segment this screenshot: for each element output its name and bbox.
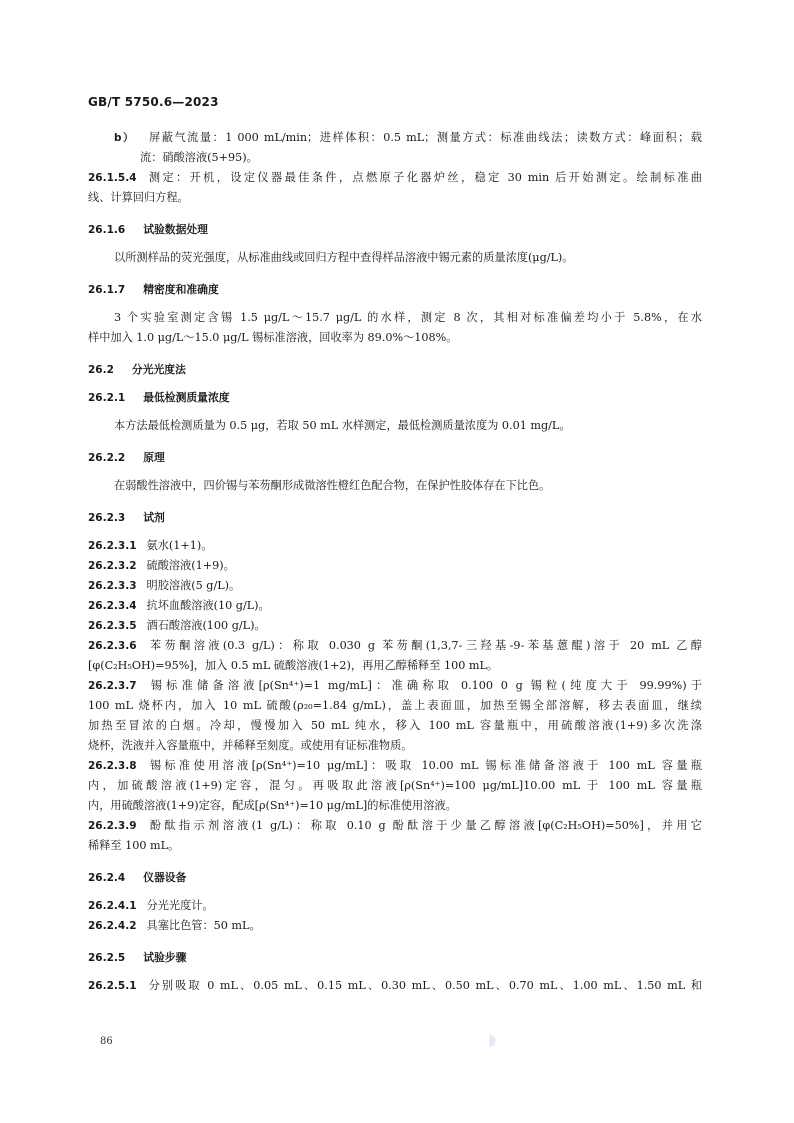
clause-number: 26.2.4 — [88, 872, 126, 884]
clause-number: 26.2.3.1 — [88, 540, 137, 552]
clause-number: 26.2.3.3 — [88, 580, 137, 592]
watermark-logo: ◗ — [488, 1030, 497, 1049]
text-line — [88, 616, 702, 636]
section-heading — [88, 360, 702, 380]
section-heading — [88, 868, 702, 888]
clause-number: 26.2.3.5 — [88, 620, 137, 632]
line-text: 苯芴酮溶液(0.3 g/L)：称取 0.030 g 苯芴酮(1,3,7-三羟基-9-苯基蒽醌)溶于 20 mL 乙醇 — [146, 639, 702, 652]
text-line — [88, 696, 702, 716]
text-line — [88, 976, 702, 996]
section-heading — [88, 388, 702, 408]
line-text: 3 个实验室测定含锡 1.5 μg/L～15.7 μg/L 的水样，测定 8 次，其相对标准偏差均小于 5.8%，在水 — [114, 311, 702, 324]
heading-text: 试剂 — [143, 511, 165, 524]
section-heading — [88, 280, 702, 300]
line-text: 酒石酸溶液(100 g/L)。 — [146, 619, 266, 632]
line-text: 内，加硫酸溶液(1+9)定容，混匀。再吸取此溶液[ρ(Sn⁴⁺)=100 μg/mL]10.00 mL 于 100 mL 容量瓶 — [88, 779, 702, 792]
section-heading — [88, 448, 702, 468]
spacer — [88, 240, 702, 248]
section-heading — [88, 508, 702, 528]
text-line — [88, 416, 702, 436]
line-text: 样中加入 1.0 μg/L～15.0 μg/L 锡标准溶液，回收率为 89.0%～108%。 — [88, 331, 458, 344]
line-text: 屏蔽气流量：1 000 mL/min；进样体积：0.5 mL；测量方式：标准曲线法；读数方式：峰面积；载 — [149, 131, 702, 144]
line-text: 线、计算回归方程。 — [88, 191, 189, 204]
text-line — [88, 128, 702, 148]
line-text: 100 mL 烧杯内，加入 10 mL 硫酸(ρ₂₀=1.84 g/mL)，盖上表面皿，加热至锡全部溶解，移去表面皿，继续 — [88, 699, 702, 712]
heading-text: 仪器设备 — [143, 871, 187, 884]
line-text: 氨水(1+1)。 — [146, 539, 213, 552]
line-text: 流：硝酸溶液(5+95)。 — [140, 151, 258, 164]
heading-text: 精密度和准确度 — [143, 283, 219, 296]
spacer — [88, 468, 702, 476]
text-line — [88, 328, 702, 348]
spacer — [88, 300, 702, 308]
clause-number: 26.2.3 — [88, 512, 126, 524]
text-line — [88, 836, 702, 856]
text-line — [88, 576, 702, 596]
spacer — [88, 968, 702, 976]
text-line — [88, 308, 702, 328]
line-text: 酚酞指示剂溶液(1 g/L)：称取 0.10 g 酚酞溶于少量乙醇溶液[φ(C₂H₅OH)=50%]，并用它 — [146, 819, 702, 832]
spacer — [88, 856, 702, 868]
clause-number: 26.2.3.4 — [88, 600, 137, 612]
clause-number: 26.2 — [88, 364, 114, 376]
line-text: 稀释至 100 mL。 — [88, 839, 180, 852]
line-text: 明胶溶液(5 g/L)。 — [146, 579, 241, 592]
section-heading — [88, 948, 702, 968]
line-text: 锡标准储备溶液[ρ(Sn⁴⁺)=1 mg/mL]：准确称取 0.100 0 g 锡粒(纯度大于 99.99%)于 — [146, 679, 702, 692]
text-line — [88, 916, 702, 936]
text-line — [88, 796, 702, 816]
clause-number: 26.2.4.2 — [88, 920, 137, 932]
line-text: 分别吸取 0 mL、0.05 mL、0.15 mL、0.30 mL、0.50 mL、0.70 mL、1.00 mL、1.50 mL 和 — [146, 979, 702, 992]
line-text: 烧杯，洗液并入容量瓶中，并稀释至刻度。或使用有证标准物质。 — [88, 739, 413, 752]
spacer — [88, 528, 702, 536]
text-line — [88, 776, 702, 796]
page-number: 86 — [100, 1036, 113, 1047]
text-line — [88, 656, 702, 676]
heading-text: 最低检测质量浓度 — [143, 391, 230, 404]
line-text: 具塞比色管：50 mL。 — [146, 919, 261, 932]
text-line — [88, 248, 702, 268]
text-line — [88, 596, 702, 616]
text-line — [88, 556, 702, 576]
spacer — [88, 888, 702, 896]
text-line — [88, 736, 702, 756]
clause-number: 26.2.5 — [88, 952, 126, 964]
spacer — [88, 268, 702, 280]
clause-number: 26.2.3.7 — [88, 680, 137, 692]
text-line — [88, 896, 702, 916]
clause-number: 26.2.2 — [88, 452, 126, 464]
line-text: 硫酸溶液(1+9)。 — [146, 559, 235, 572]
line-text: 加热至冒浓的白烟。冷却，慢慢加入 50 mL 纯水，移入 100 mL 容量瓶中，用硫酸溶液(1+9)多次洗涤 — [88, 719, 702, 732]
spacer — [88, 496, 702, 508]
text-line — [88, 148, 702, 168]
text-line — [88, 676, 702, 696]
text-line — [88, 536, 702, 556]
line-text: 分光光度计。 — [146, 899, 214, 912]
spacer — [88, 408, 702, 416]
clause-number: 26.2.1 — [88, 392, 126, 404]
text-line — [88, 816, 702, 836]
clause-number: 26.1.7 — [88, 284, 126, 296]
line-text: 锡标准使用溶液[ρ(Sn⁴⁺)=10 μg/mL]：吸取 10.00 mL 锡标准储备溶液于 100 mL 容量瓶 — [146, 759, 702, 772]
spacer — [88, 436, 702, 448]
text-line — [88, 716, 702, 736]
section-heading — [88, 220, 702, 240]
clause-number: 26.2.4.1 — [88, 900, 137, 912]
clause-number: 26.2.3.6 — [88, 640, 137, 652]
clause-number: 26.2.5.1 — [88, 980, 137, 992]
spacer — [88, 348, 702, 360]
spacer — [88, 380, 702, 388]
standard-code-header: GB/T 5750.6—2023 — [88, 95, 219, 109]
clause-number: b） — [114, 132, 136, 144]
heading-text: 分光光度法 — [131, 363, 186, 376]
text-line — [88, 756, 702, 776]
text-line — [88, 636, 702, 656]
line-text: 测定：开机，设定仪器最佳条件，点燃原子化器炉丝，稳定 30 min 后开始测定。绘制标准曲 — [146, 171, 702, 184]
text-line — [88, 188, 702, 208]
line-text: 以所测样品的荧光强度，从标准曲线或回归方程中查得样品溶液中锡元素的质量浓度(μg/L)。 — [114, 251, 574, 264]
clause-number: 26.2.3.9 — [88, 820, 137, 832]
line-text: [φ(C₂H₅OH)=95%]，加入 0.5 mL 硫酸溶液(1+2)，再用乙醇稀释至 100 mL。 — [88, 659, 499, 672]
document-body — [88, 128, 702, 996]
spacer — [88, 936, 702, 948]
line-text: 抗坏血酸溶液(10 g/L)。 — [146, 599, 270, 612]
line-text: 本方法最低检测质量为 0.5 μg，若取 50 mL 水样测定，最低检测质量浓度为 0.01 mg/L。 — [114, 419, 571, 432]
heading-text: 原理 — [143, 451, 165, 464]
heading-text: 试验数据处理 — [143, 223, 208, 236]
text-line — [88, 476, 702, 496]
spacer — [88, 208, 702, 220]
text-line — [88, 168, 702, 188]
clause-number: 26.1.6 — [88, 224, 126, 236]
clause-number: 26.1.5.4 — [88, 172, 137, 184]
line-text: 在弱酸性溶液中，四价锡与苯芴酮形成微溶性橙红色配合物，在保护性胶体存在下比色。 — [114, 479, 551, 492]
heading-text: 试验步骤 — [143, 951, 187, 964]
clause-number: 26.2.3.8 — [88, 760, 137, 772]
line-text: 内，用硫酸溶液(1+9)定容，配成[ρ(Sn⁴⁺)=10 μg/mL]的标准使用溶液。 — [88, 799, 457, 812]
clause-number: 26.2.3.2 — [88, 560, 137, 572]
